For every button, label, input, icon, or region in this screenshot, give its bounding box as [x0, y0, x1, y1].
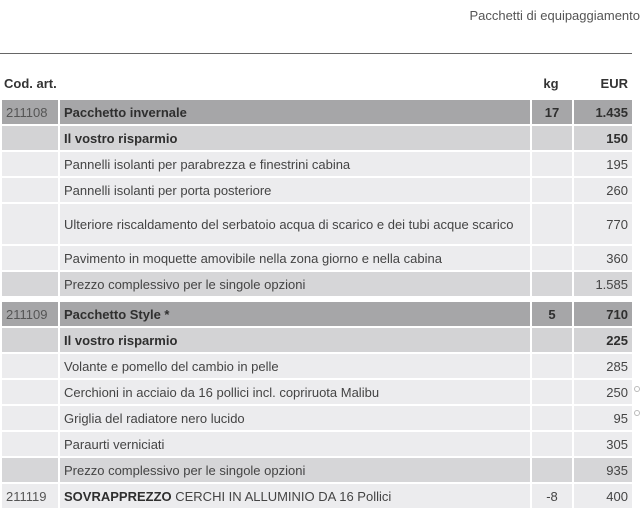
item-label: Ulteriore riscaldamento del serbatoio acqua di scarico e dei tubi acque scarico	[60, 204, 532, 244]
extra-weight: -8	[532, 484, 574, 508]
package-table-style	[2, 300, 632, 510]
item-row	[2, 178, 632, 202]
savings-label: Il vostro risparmio	[60, 126, 532, 150]
savings-value: 150	[574, 126, 632, 150]
total-value: 1.585	[574, 272, 632, 296]
item-price: 260	[574, 178, 632, 202]
extra-label	[60, 484, 532, 508]
extra-label-bold: SOVRAPPREZZO	[64, 488, 172, 504]
extra-row	[2, 484, 632, 508]
total-label: Prezzo complessivo per le singole opzioni	[60, 458, 532, 482]
item-row	[2, 432, 632, 456]
article-code: 211119	[2, 484, 60, 508]
item-label: Cerchioni in acciaio da 16 pollici incl. copriruota Malibu	[60, 380, 532, 404]
package-price: 1.435	[574, 100, 632, 124]
item-label: Griglia del radiatore nero lucido	[60, 406, 532, 430]
savings-row	[2, 126, 632, 150]
extra-price: 400	[574, 484, 632, 508]
total-row	[2, 272, 632, 296]
package-weight: 17	[532, 100, 574, 124]
item-row	[2, 204, 632, 244]
edge-mark-icon	[634, 410, 640, 416]
item-row	[2, 380, 632, 404]
item-row	[2, 152, 632, 176]
package-name: Pacchetto Style *	[60, 302, 532, 326]
column-headers	[0, 76, 632, 94]
extra-label-rest: CERCHI IN ALLUMINIO DA 16 Pollici	[171, 488, 392, 504]
package-weight: 5	[532, 302, 574, 326]
total-row	[2, 458, 632, 482]
item-price: 285	[574, 354, 632, 378]
item-label: Pannelli isolanti per parabrezza e finestrini cabina	[60, 152, 532, 176]
item-row	[2, 354, 632, 378]
edge-mark-icon	[634, 386, 640, 392]
package-table-winter	[2, 98, 632, 298]
savings-value: 225	[574, 328, 632, 352]
item-price: 250	[574, 380, 632, 404]
column-header-eur: EUR	[600, 76, 628, 91]
item-label: Paraurti verniciati	[60, 432, 532, 456]
item-price: 360	[574, 246, 632, 270]
column-header-kg: kg	[543, 76, 559, 91]
item-label: Pannelli isolanti per porta posteriore	[60, 178, 532, 202]
item-label: Pavimento in moquette amovibile nella zona giorno e nella cabina	[60, 246, 532, 270]
savings-row	[2, 328, 632, 352]
section-title: Pacchetti di equipaggiamento	[469, 8, 640, 23]
item-row	[2, 406, 632, 430]
item-price: 195	[574, 152, 632, 176]
package-name: Pacchetto invernale	[60, 100, 532, 124]
article-code: 211109	[2, 302, 60, 326]
item-price: 95	[574, 406, 632, 430]
header-divider	[0, 53, 632, 54]
total-label: Prezzo complessivo per le singole opzioni	[60, 272, 532, 296]
item-row	[2, 246, 632, 270]
total-value: 935	[574, 458, 632, 482]
item-price: 305	[574, 432, 632, 456]
savings-label: Il vostro risparmio	[60, 328, 532, 352]
article-code: 211108	[2, 100, 60, 124]
package-row	[2, 100, 632, 124]
item-label: Volante e pomello del cambio in pelle	[60, 354, 532, 378]
column-header-code: Cod. art.	[4, 76, 57, 91]
package-price: 710	[574, 302, 632, 326]
package-row	[2, 302, 632, 326]
item-price: 770	[574, 204, 632, 244]
